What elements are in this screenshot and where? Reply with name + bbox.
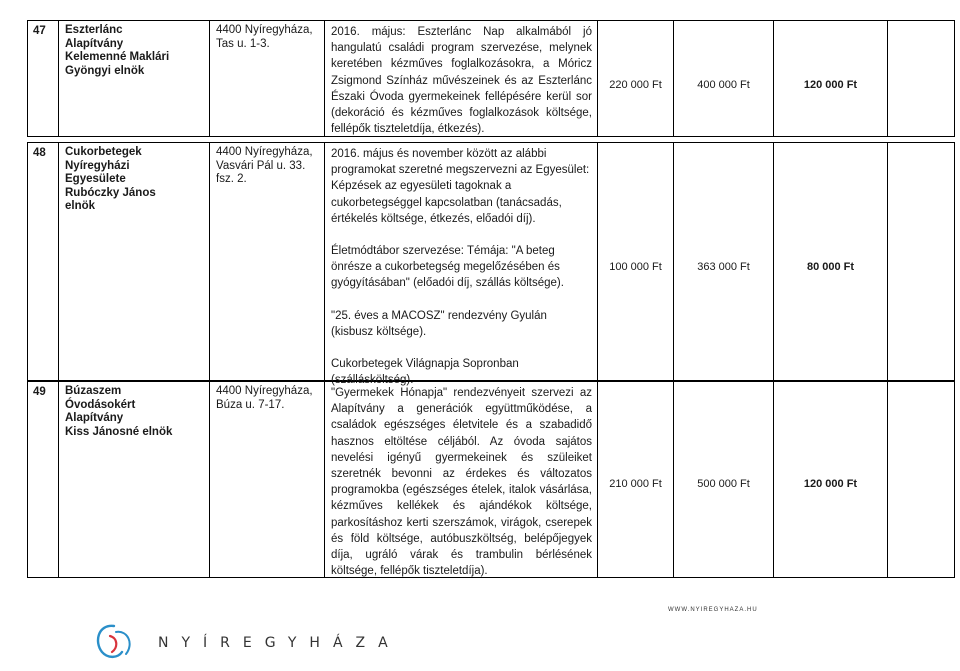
table-row [27, 142, 955, 387]
address-cell [209, 143, 324, 380]
row-number-cell [27, 143, 58, 380]
program-description: "Gyermekek Hónapja" rendezvényeit szervezi az Alapítvány a generációk együttműködése, a családok egészséges életvitele és a szabadidő hasznos eltöltése céljából. Az óvoda sajátos nevelési igényű gyermekeinek és szüleiket szeretnék bevonni az érdekes és változatos programokba (egészséges ételek, italok vásárlása, kézműves kellékek és ajándékok költsége, parkosításhoz kerti szerszámok, virágok, cserepek és föld költsége, autóbuszköltség, belépőjegyek díja, ugráló várak és trambulin bérlésének költsége, fellépők tiszteletdíja). [331, 387, 592, 578]
amount-cell-1 [597, 21, 673, 136]
description-cell [324, 143, 597, 387]
amount-cell-1 [597, 382, 673, 577]
organization-name: Búzaszem Óvodásokért Alapítvány Kiss Jánosné elnök [65, 385, 173, 438]
organization-cell [58, 382, 209, 577]
amount-3: 80 000 Ft [806, 261, 855, 273]
amount-cell-1 [597, 143, 673, 380]
row-number: 48 [33, 147, 46, 159]
description-cell [324, 382, 597, 577]
amount-1: 100 000 Ft [609, 261, 662, 273]
city-logo-icon [92, 622, 138, 667]
empty-cell [887, 382, 955, 577]
amount-cell-2 [673, 382, 773, 577]
amount-cell-2 [673, 143, 773, 380]
row-number: 47 [33, 25, 46, 37]
city-logo-text: NYÍREGYHÁZA [158, 635, 401, 651]
empty-cell [887, 143, 955, 380]
organization-cell [58, 21, 209, 136]
table-row [27, 381, 955, 578]
amount-1: 210 000 Ft [609, 478, 662, 490]
row-number-cell [27, 21, 58, 136]
amount-2: 500 000 Ft [697, 478, 750, 490]
website-url: WWW.NYIREGYHAZA.HU [668, 607, 758, 613]
amount-cell-3 [773, 143, 887, 380]
program-description: 2016. május és november között az alábbi programokat szeretné megszervezni az Egyesület: Képzések az egyesületi tagoknak a cukorbetegséggel kapcsolatban (tanácsadás, értékelés költsége, étkezés, előadói díj). Életmódtábor szervezése: Témája: "A beteg önrésze a cukorbetegség megelőzésében és gyógyításában" (előadói díj, szállás költsége). "25. éves a MACOSZ" rendezvény Gyulán (kisbusz költsége). Cukorbetegek Világnapja Sopronban (szállásköltség). [331, 148, 590, 387]
amount-2: 400 000 Ft [697, 79, 750, 91]
table-row [27, 20, 955, 137]
amount-2: 363 000 Ft [697, 261, 750, 273]
empty-cell [887, 21, 955, 136]
description-cell [324, 21, 597, 136]
organization-name: Eszterlánc Alapítvány Kelemenné Maklári Gyöngyi elnök [65, 24, 170, 77]
address-cell [209, 21, 324, 136]
row-number-cell [27, 382, 58, 577]
organization-name: Cukorbetegek Nyíregyházi Egyesülete Rubóczky János elnök [65, 146, 156, 212]
row-number: 49 [33, 386, 46, 398]
amount-1: 220 000 Ft [609, 79, 662, 91]
amount-3: 120 000 Ft [803, 478, 858, 490]
address-cell [209, 382, 324, 577]
amount-cell-2 [673, 21, 773, 136]
address: 4400 Nyíregyháza, Tas u. 1-3. [216, 24, 313, 50]
address: 4400 Nyíregyháza, Vasvári Pál u. 33. fsz. 2. [216, 146, 313, 185]
organization-cell [58, 143, 209, 380]
address: 4400 Nyíregyháza, Búza u. 7-17. [216, 385, 313, 411]
amount-cell-3 [773, 382, 887, 577]
amount-3: 120 000 Ft [803, 79, 858, 91]
program-description: 2016. május: Eszterlánc Nap alkalmából jó hangulatú családi program szervezése, melynek keretében kézműves foglalkozásokra, a Móricz Zsigmond Színház művészeinek és az Eszterlánc Északi Óvoda gyermekeinek fellépésére kerül sor (dekoráció és kézműves foglalkozások költsége, fellépők tiszteletdíja, étkezés). [331, 26, 592, 136]
amount-cell-3 [773, 21, 887, 136]
